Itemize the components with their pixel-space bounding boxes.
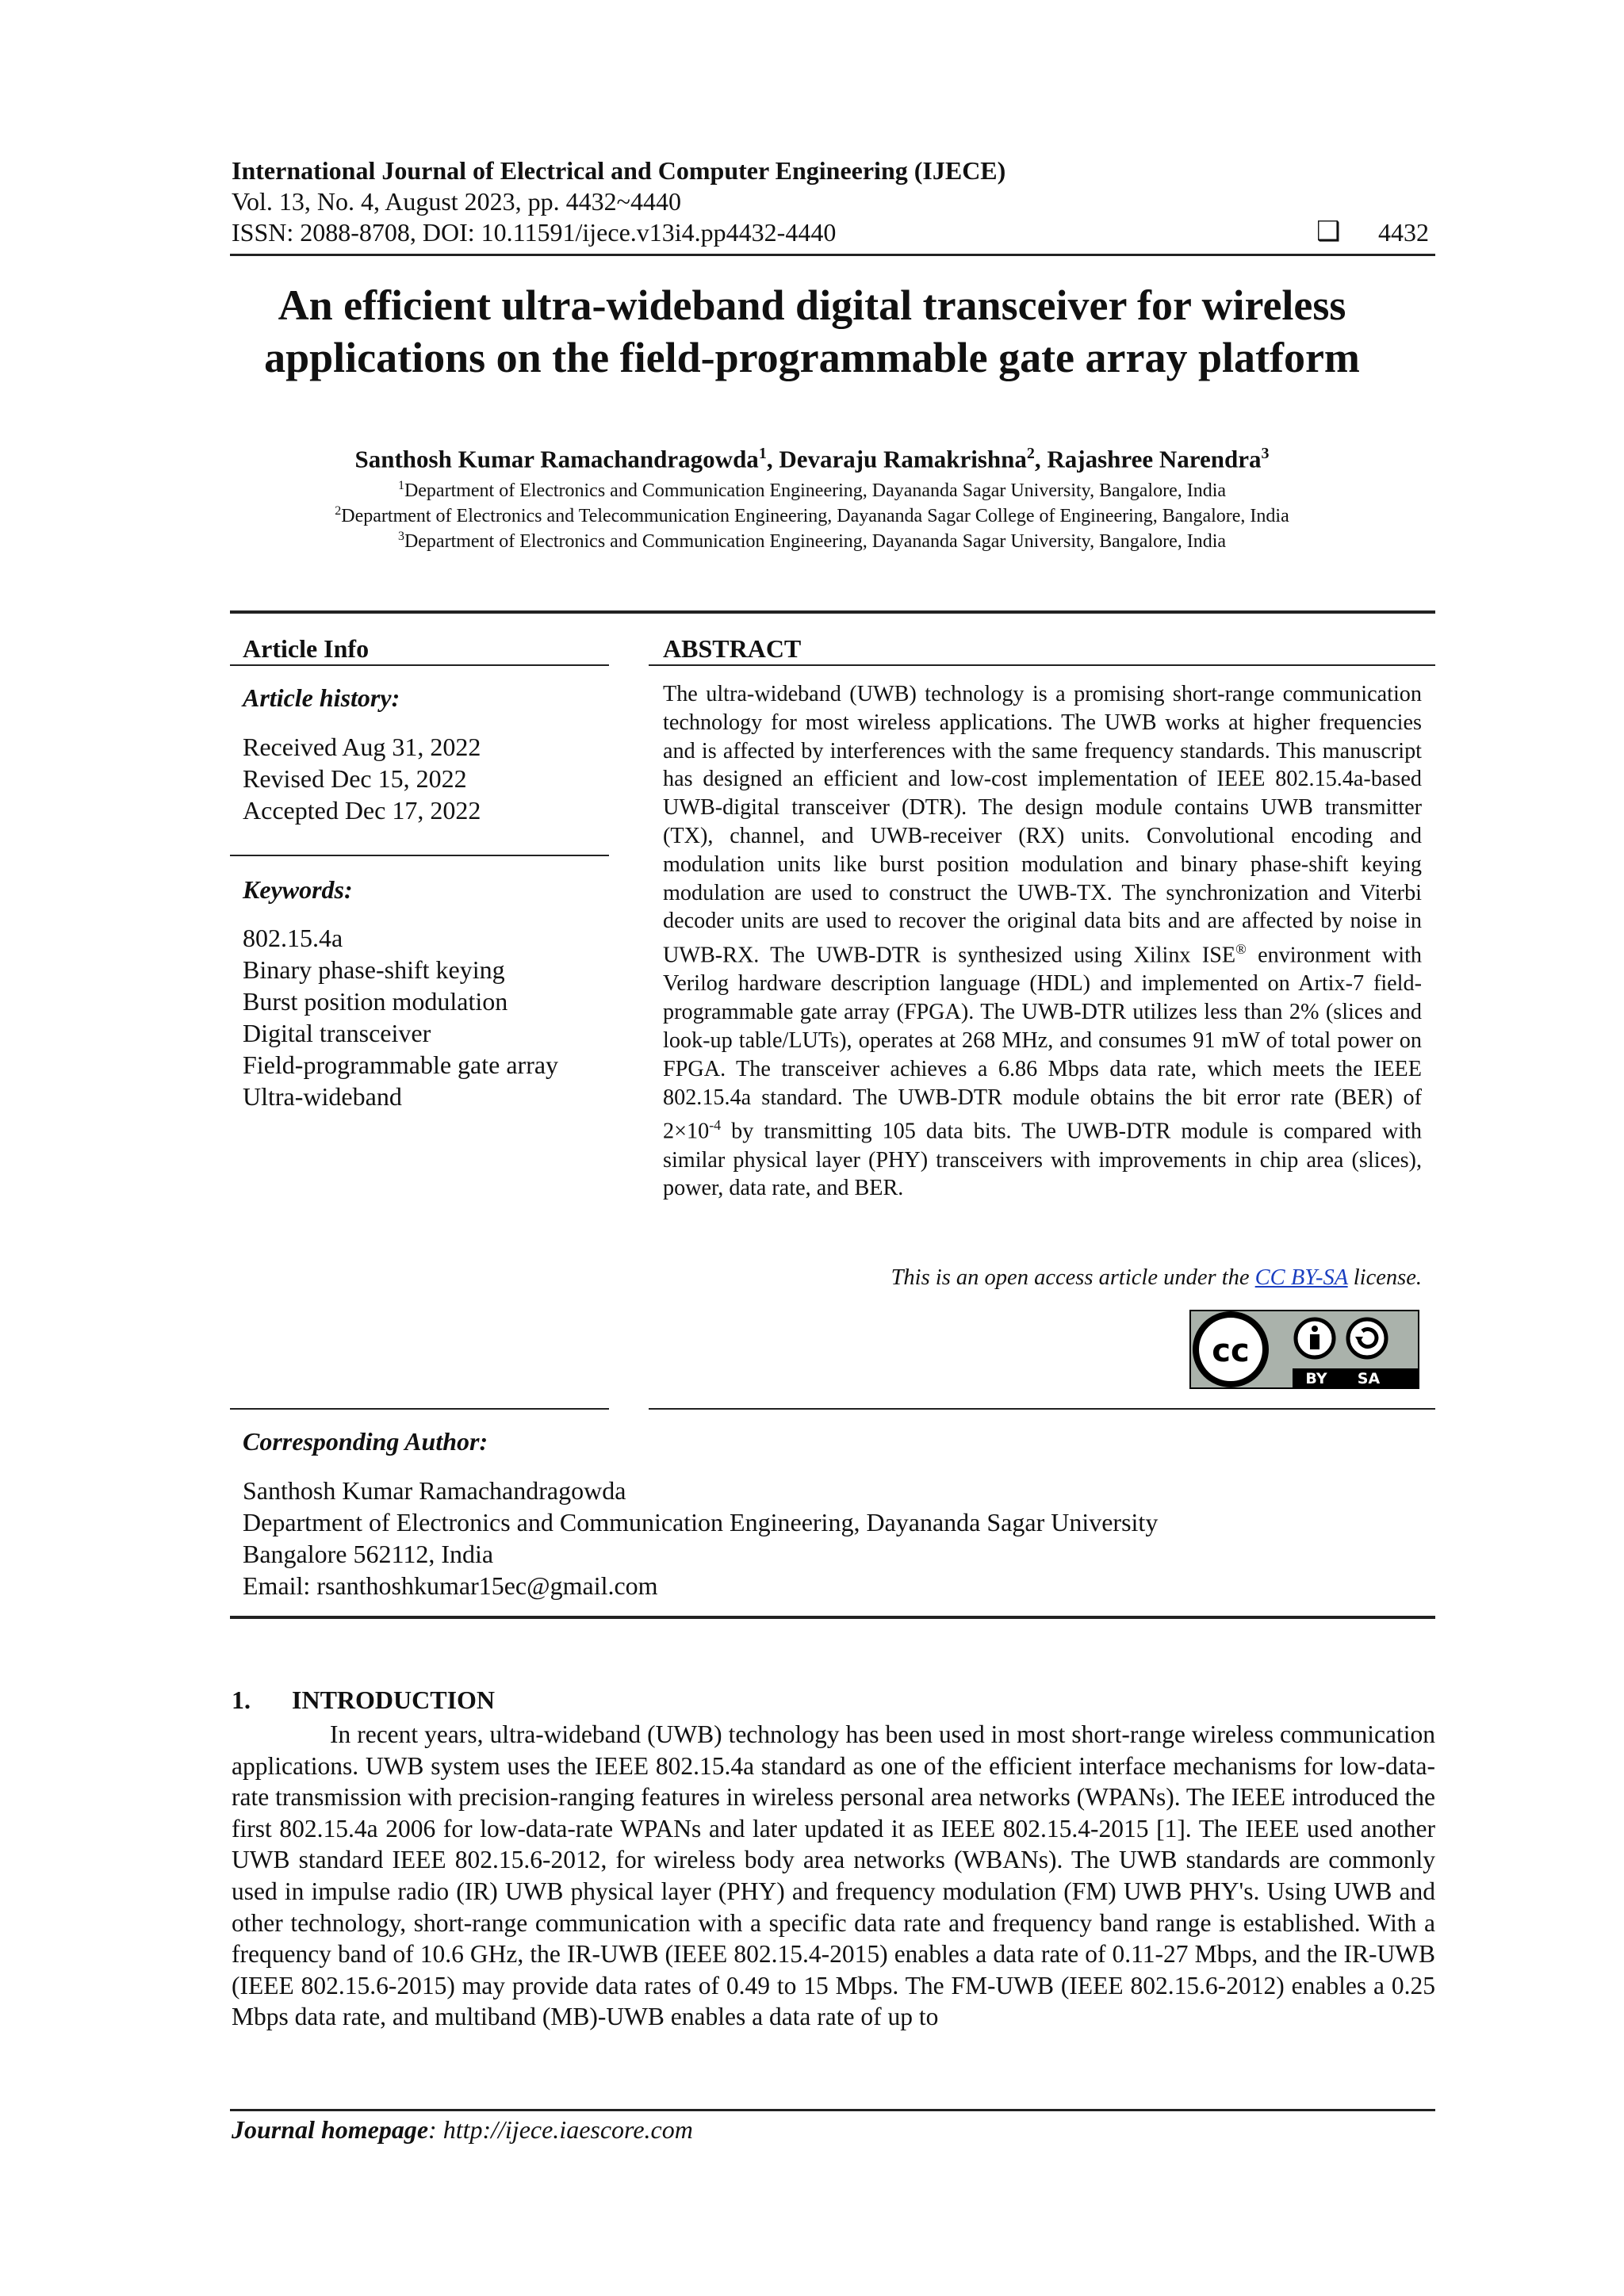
sa-label: SA <box>1357 1370 1381 1387</box>
corresponding-email: Email: rsanthoshkumar15ec@gmail.com <box>243 1571 658 1600</box>
affiliation-sup: 3 <box>397 530 404 543</box>
keyword-item: Binary phase-shift keying <box>243 955 505 984</box>
corresponding-city: Bangalore 562112, India <box>243 1540 494 1568</box>
revised-date: Revised Dec 15, 2022 <box>243 764 467 793</box>
ber-exponent: -4 <box>709 1117 722 1134</box>
abstract-heading: ABSTRACT <box>663 634 802 663</box>
keyword-item: Field-programmable gate array <box>243 1050 559 1079</box>
affiliation-1 <box>79 474 1545 503</box>
author-sup: 1 <box>758 445 767 462</box>
corresponding-heading: Corresponding Author: <box>243 1427 488 1456</box>
keyword-item: Ultra-wideband <box>243 1082 402 1111</box>
by-person-head <box>1312 1326 1318 1332</box>
author-name: Rajashree Narendra <box>1047 445 1262 473</box>
keyword-item: Digital transceiver <box>243 1019 431 1047</box>
volume-info: Vol. 13, No. 4, August 2023, pp. 4432~4440 <box>232 187 681 216</box>
license-link[interactable]: CC BY-SA <box>1254 1265 1348 1290</box>
abstract-body <box>663 680 1422 1203</box>
checkbox-icon: ❑ <box>1316 216 1341 247</box>
cc-by-sa-icon[interactable] <box>1189 1310 1419 1389</box>
intro-text: In recent years, ultra-wideband (UWB) technology has been used in most short-range wireless communication applications. UWB system uses the IEEE 802.15.4a standard as one of the efficient interface mechanisms for low-data-rate transmission with precision-ranging features in wireless personal area networks (WPANs). The IEEE introduced the first 802.15.4a 2006 for low-data-rate WPANs and later updated it as IEEE 802.15.4-2015 [1]. The IEEE used another UWB standard IEEE 802.15.6-2012, for wireless body area networks (WBANs). The UWB standards are commonly used in impulse radio (IR) UWB physical layer (PHY) and frequency modulation (FM) UWB PHY's. Using UWB and other technology, short-range communication with a specific data rate and frequency band range is established. With a frequency band of 10.6 GHz, the IR-UWB (IEEE 802.15.4-2015) enables a data rate of 0.11-27 Mbps, and the IR-UWB (IEEE 802.15.6-2015) may provide data rates of 0.49 to 15 Mbps. The FM-UWB (IEEE 802.15.6-2012) enables a 0.25 Mbps data rate, and multiband (MB)-UWB enables a data rate of up to <box>232 1720 1435 2031</box>
cc-badge-text: cc <box>1212 1333 1250 1369</box>
abstract-part-3: by transmitting 105 data bits. The UWB-DTR module is compared with similar physical layer (PHY) transceivers with improvements in chip area (slices), power, data rate, and BER. <box>663 1119 1422 1201</box>
author-name: Devaraju Ramakrishna <box>779 445 1027 473</box>
license-prefix: This is an open access article under the <box>891 1265 1255 1290</box>
title-line-1: An efficient ultra-wideband digital transceiver for wireless <box>278 281 1346 329</box>
title-line-2: applications on the field-programmable gate array platform <box>264 334 1360 381</box>
journal-homepage <box>232 2115 693 2145</box>
keyword-item: Burst position modulation <box>243 987 508 1016</box>
history-rule <box>230 855 609 856</box>
accepted-date: Accepted Dec 17, 2022 <box>243 796 481 825</box>
keyword-list <box>243 922 558 1112</box>
homepage-colon: : <box>428 2115 437 2144</box>
author-list <box>79 438 1545 475</box>
registered-mark: ® <box>1235 941 1247 958</box>
homepage-label: Journal homepage <box>232 2115 429 2144</box>
header-rule <box>230 254 1435 256</box>
info-bottom-rule <box>230 1616 1435 1619</box>
abstract-rule <box>649 664 1435 666</box>
article-info-rule <box>230 664 609 666</box>
affiliation-sup: 1 <box>397 479 404 492</box>
author-sep: , <box>766 445 779 473</box>
author-sep: , <box>1034 445 1048 473</box>
affiliation-3 <box>79 525 1545 553</box>
affiliation-text: Department of Electronics and Communication Engineering, Dayananda Sagar University, Bangalore, India <box>404 480 1227 501</box>
affiliation-text: Department of Electronics and Telecommunication Engineering, Dayananda Sagar College of Engineering, Bangalore, India <box>341 506 1289 526</box>
author-sup: 2 <box>1026 445 1035 462</box>
homepage-url[interactable]: http://ijece.iaescore.com <box>436 2115 693 2144</box>
abstract-part-2: environment with Verilog hardware description language (HDL) and implemented on Artix-7 field-programmable gate array (FPGA). The UWB-DTR utilizes less than 2% (slices and look-up table/LUTs), operates at 268 MHz, and consumes 91 mW of total power on FPGA. The transceiver achieves a 6.86 Mbps data rate, which meets the IEEE 802.15.4a standard. The UWB-DTR module obtains the bit error rate (BER) of 2×10 <box>663 943 1423 1144</box>
article-info-heading: Article Info <box>243 634 370 663</box>
page-number: 4432 <box>1378 218 1429 247</box>
affiliation-2 <box>79 499 1545 528</box>
affiliation-sup: 2 <box>335 504 342 518</box>
article-history-heading: Article history: <box>243 683 400 712</box>
author-sup: 3 <box>1261 445 1270 462</box>
keywords-bottom-rule <box>230 1408 609 1410</box>
license-suffix: license. <box>1347 1265 1422 1290</box>
license-statement <box>663 1265 1422 1291</box>
affiliation-text: Department of Electronics and Communication Engineering, Dayananda Sagar University, Bangalore, India <box>404 531 1227 552</box>
corresponding-department: Department of Electronics and Communication Engineering, Dayananda Sagar University <box>243 1508 1159 1536</box>
info-top-rule <box>230 610 1435 614</box>
paper-title <box>159 279 1465 384</box>
intro-heading: INTRODUCTION <box>292 1686 496 1714</box>
keywords-heading: Keywords: <box>243 875 353 904</box>
abstract-bottom-rule <box>649 1408 1435 1410</box>
intro-paragraph <box>232 1719 1435 2033</box>
keyword-item: 802.15.4a <box>243 924 343 952</box>
author-name: Santhosh Kumar Ramachandragowda <box>354 445 759 473</box>
intro-number: 1. <box>232 1686 251 1714</box>
issn-doi: ISSN: 2088-8708, DOI: 10.11591/ijece.v13i4.pp4432-4440 <box>232 218 837 247</box>
corresponding-name: Santhosh Kumar Ramachandragowda <box>243 1476 626 1505</box>
footer-rule <box>230 2109 1435 2111</box>
abstract-part-1: The ultra-wideband (UWB) technology is a promising short-range communication technology for most wireless applications. The UWB works at higher frequencies and is affected by interferences with the same frequency standards. This manuscript has designed an efficient and low-cost implementation of IEEE 802.15.4a-based UWB-digital transceiver (DTR). The design module contains UWB transmitter (TX), channel, and UWB-receiver (RX) units. Convolutional encoding and modulation units like burst position modulation and binary phase-shift keying modulation are used to construct the UWB-TX. The synchronization and Viterbi decoder units are used to recover the original data bits and are affected by noise in UWB-RX. The UWB-DTR is synthesized using Xilinx ISE <box>663 682 1422 968</box>
journal-name: International Journal of Electrical and Computer Engineering (IJECE) <box>232 156 1006 185</box>
received-date: Received Aug 31, 2022 <box>243 733 481 761</box>
by-label: BY <box>1305 1370 1327 1387</box>
by-person-body <box>1310 1334 1320 1349</box>
